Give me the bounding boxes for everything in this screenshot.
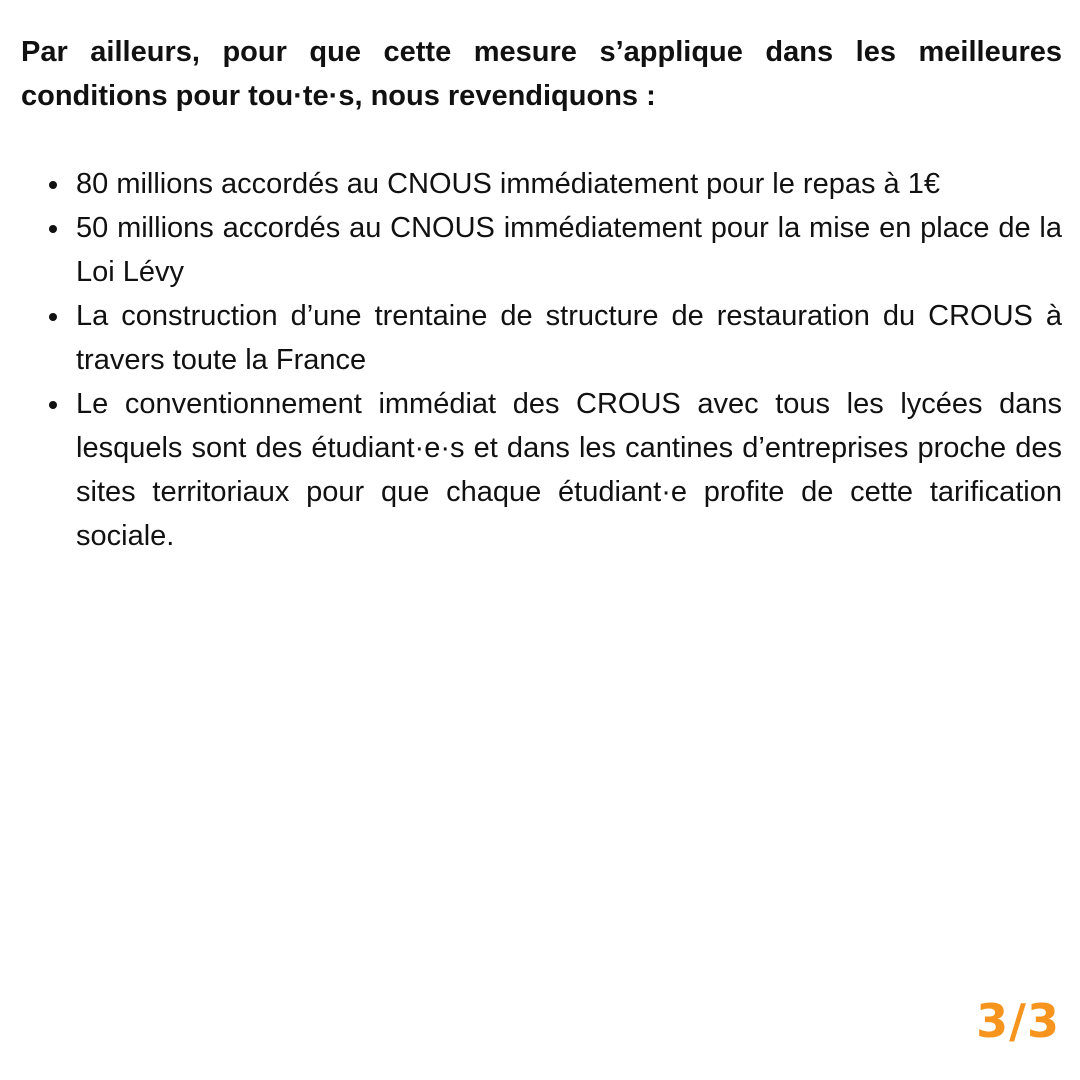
list-item [21, 206, 1062, 294]
list-item-text: Le conventionnement immédiat des CROUS avec tous les lycées dans lesquels sont des étudiant·e·s et dans les cantines d’entreprises proche des sites territoriaux pour que chaque étudiant·e profite de cette tarification sociale. [76, 388, 1062, 552]
list-item-text: 50 millions accordés au CNOUS immédiatement pour la mise en place de la Loi Lévy [76, 212, 1062, 288]
document-body [21, 30, 1062, 558]
list-item [21, 162, 1062, 206]
list-item-text: La construction d’une trentaine de structure de restauration du CROUS à travers toute la France [76, 300, 1062, 376]
bullet-icon [49, 313, 57, 321]
list-item [21, 382, 1062, 558]
list-item [21, 294, 1062, 382]
bullet-icon [49, 225, 57, 233]
demands-list [21, 162, 1062, 558]
intro-paragraph: Par ailleurs, pour que cette mesure s’applique dans les meilleures conditions pour tou·te·s, nous revendiquons : [21, 36, 1062, 112]
bullet-icon [49, 401, 57, 409]
list-item-text: 80 millions accordés au CNOUS immédiatement pour le repas à 1€ [76, 168, 940, 200]
bullet-icon [49, 181, 57, 189]
page-indicator: 3/3 [976, 994, 1060, 1048]
